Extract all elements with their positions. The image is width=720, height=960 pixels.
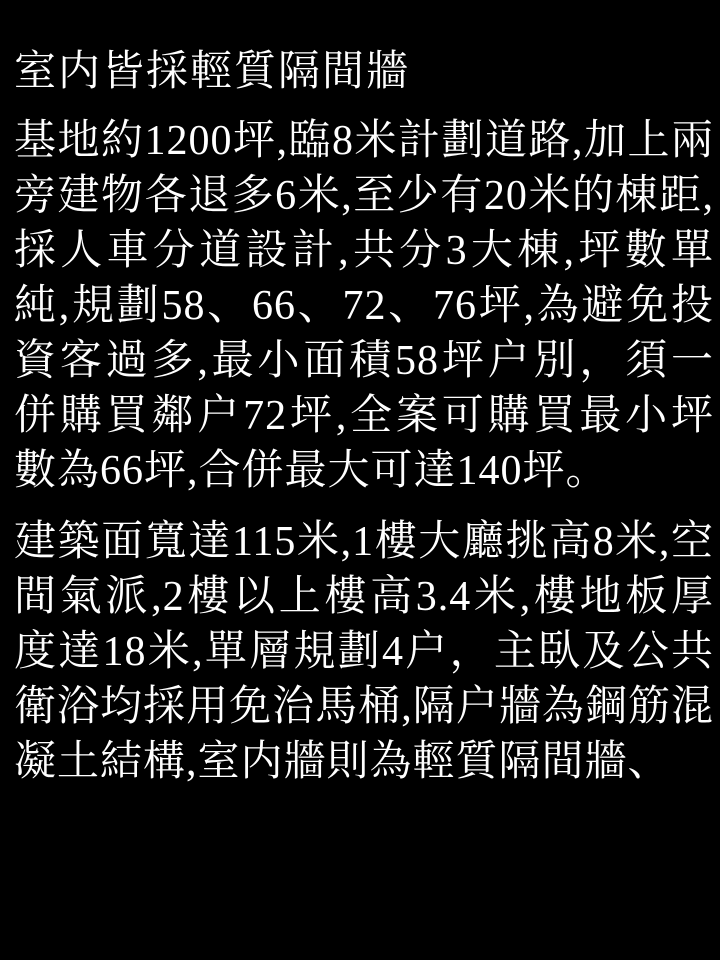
paragraph-site-and-units: 基地約1200坪,臨8米計劃道路,加上兩旁建物各退多6米,至少有20米的棟距,採人車分道設計,共分3大棟,坪數單純,規劃58、66、72、76坪,為避免投資客過多,最小面積58坪户別，須一併購買鄰户72坪,全案可購買最小坪數為66坪,合併最大可達140坪。 bbox=[14, 118, 714, 494]
paragraph-building-specs: 建築面寬達115米,1樓大廳挑高8米,空間氣派,2樓以上樓高3.4米,樓地板厚度達18米,單層規劃4户，主臥及公共衛浴均採用免治馬桶,隔户牆為鋼筋混凝土結構,室内牆則為輕質隔間牆、 bbox=[14, 519, 714, 785]
heading-interior-partition-walls: 室内皆採輕質隔間牆 bbox=[14, 49, 411, 95]
